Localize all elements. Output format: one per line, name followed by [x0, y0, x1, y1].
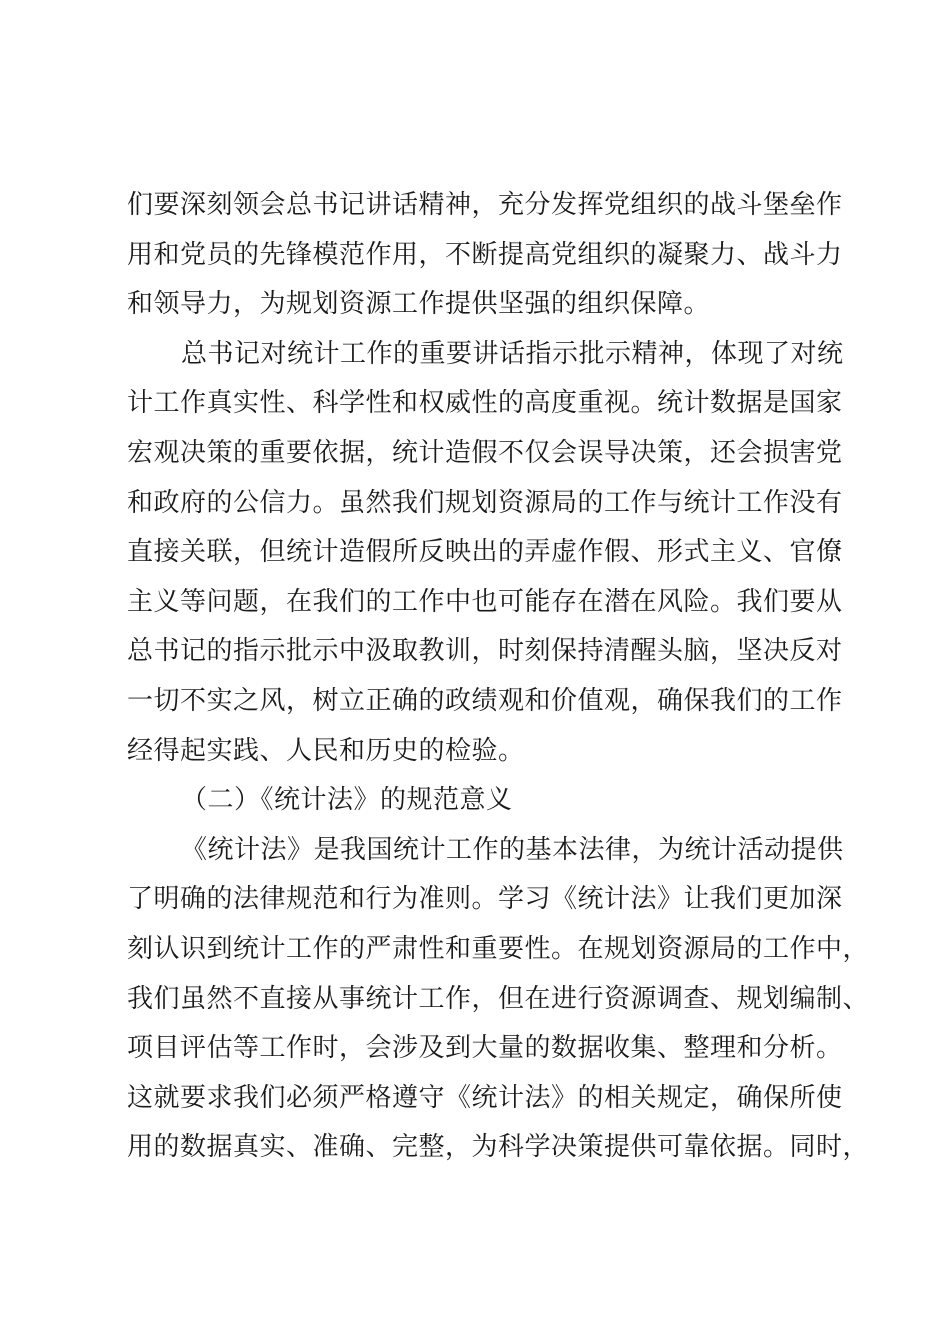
- body-line: 和政府的公信力。虽然我们规划资源局的工作与统计工作没有: [127, 487, 843, 518]
- body-line: 计工作真实性、科学性和权威性的高度重视。统计数据是国家: [127, 388, 843, 419]
- body-line: 《统计法》是我国统计工作的基本法律，为统计活动提供: [181, 834, 844, 865]
- body-line: 项目评估等工作时，会涉及到大量的数据收集、整理和分析。: [127, 1033, 843, 1064]
- section-heading: （二）《统计法》的规范意义: [181, 785, 513, 816]
- body-line: 总书记对统计工作的重要讲话指示批示精神，体现了对统: [181, 338, 844, 369]
- body-line: 直接关联，但统计造假所反映出的弄虚作假、形式主义、官僚: [127, 537, 843, 568]
- body-line: 经得起实践、人民和历史的检验。: [127, 735, 525, 766]
- body-line: 一切不实之风，树立正确的政绩观和价值观，确保我们的工作: [127, 685, 843, 716]
- document-body: [127, 181, 870, 1173]
- body-line: 刻认识到统计工作的严肃性和重要性。在规划资源局的工作中，: [127, 933, 870, 964]
- body-line: 总书记的指示批示中汲取教训，时刻保持清醒头脑，坚决反对: [127, 636, 843, 667]
- body-line: 主义等问题，在我们的工作中也可能存在潜在风险。我们要从: [127, 586, 843, 617]
- body-line: 和领导力，为规划资源工作提供坚强的组织保障。: [127, 289, 711, 320]
- body-line: 用的数据真实、准确、完整，为科学决策提供可靠依据。同时，: [127, 1132, 870, 1163]
- body-line: 我们虽然不直接从事统计工作，但在进行资源调查、规划编制、: [127, 983, 870, 1014]
- body-line: 们要深刻领会总书记讲话精神，充分发挥党组织的战斗堡垒作: [127, 190, 843, 220]
- body-line: 了明确的法律规范和行为准则。学习《统计法》让我们更加深: [127, 884, 843, 915]
- body-line: 宏观决策的重要依据，统计造假不仅会误导决策，还会损害党: [127, 437, 843, 468]
- body-line: 用和党员的先锋模范作用，不断提高党组织的凝聚力、战斗力: [127, 239, 843, 270]
- body-line: 这就要求我们必须严格遵守《统计法》的相关规定，确保所使: [127, 1082, 843, 1113]
